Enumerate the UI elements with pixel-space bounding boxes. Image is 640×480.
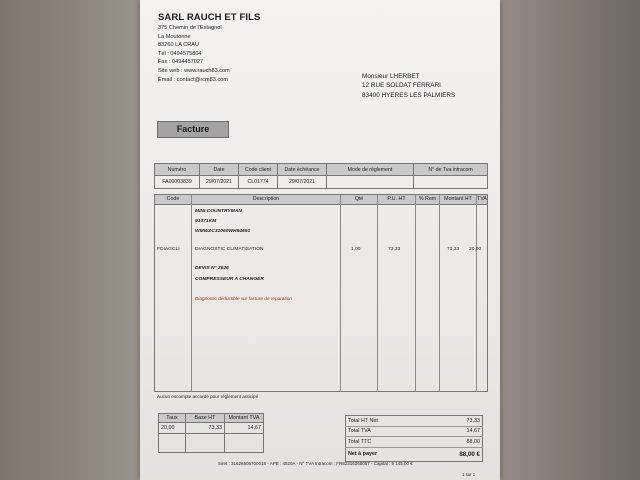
tva-base: 73,33: [186, 423, 225, 434]
client-name: Monsieur LHERBET: [362, 73, 420, 80]
line-unit-price: 73,33: [388, 247, 401, 252]
footer-legal: Siret : 31626505700018 - APE : 4520A - N° TVA Intracom : FR62316265057 - Capital : 9 145,00 €: [218, 461, 413, 466]
items-header-code: Code: [155, 195, 191, 205]
line-description: DIAGNOSTIC CLIMATISATION: [195, 247, 264, 252]
vehicle-mileage: 91371KM: [195, 219, 217, 224]
invoice-date: 29/07/2021: [200, 176, 239, 189]
column-divider: [439, 195, 440, 391]
total-ht-value: 73,33: [425, 416, 483, 427]
header-label: Date: [200, 164, 239, 176]
client-street: 12 RUE SOLDAT FERRARI: [362, 82, 441, 90]
header-label: Numéro: [155, 164, 200, 176]
line-amount: 73,33: [447, 247, 460, 252]
vehicle-vin: WMWZC31060WH94691: [195, 229, 251, 234]
items-header-tva: TVA: [477, 195, 487, 205]
column-divider: [191, 195, 192, 391]
header-label: Mode de règlement: [327, 164, 414, 176]
items-header-discount: % Rem: [416, 195, 439, 205]
items-table: [154, 194, 488, 392]
header-label: N° de Tva intracom: [414, 164, 488, 176]
devis-note: COMPRESSEUR A CHANGER: [195, 277, 264, 282]
due-date: 29/07/2021: [278, 176, 327, 189]
company-address-line: 375 Chemin de l'Estagnol: [158, 25, 222, 31]
company-address-line: 83260 LA CRAU: [158, 42, 200, 49]
column-divider: [377, 195, 378, 391]
company-name: SARL RAUCH ET FILS: [158, 12, 261, 23]
net-a-payer-value: 88,00 €: [459, 450, 480, 458]
totals-table: [345, 415, 483, 462]
header-table: [154, 163, 488, 189]
tva-header: Taux: [159, 414, 186, 423]
tva-header: Montant TVA: [225, 414, 264, 423]
company-address-line: La Moutonne: [158, 33, 191, 40]
vat-number: [414, 176, 488, 189]
invoice-paper: [140, 0, 500, 480]
total-ht-label: Total HT Net: [346, 416, 425, 427]
company-address: [158, 24, 230, 84]
company-phone: Tél : 0494575804: [158, 50, 202, 57]
net-a-payer-label: Net à payer: [348, 451, 378, 457]
vehicle-model: MINI COUNTRYMAN: [195, 209, 242, 214]
tva-amount: 14,67: [225, 423, 264, 434]
tva-empty: [159, 434, 186, 453]
tva-empty: [186, 434, 225, 453]
column-divider: [340, 195, 341, 391]
items-header-unit-price: P.U. HT: [378, 195, 415, 205]
client-address: [362, 72, 455, 100]
column-divider: [415, 195, 416, 391]
page-number: 1 sur 1: [462, 472, 476, 477]
company-website: Site web : www.rauch83.com: [158, 67, 230, 74]
deductible-note: Diagnostic déductible sur facture de reparation: [195, 296, 292, 301]
company-fax: Fax : 0494457027: [158, 59, 204, 66]
company-email: Email : contact@rcm83.com: [158, 76, 229, 83]
tva-empty: [225, 434, 264, 453]
items-header-description: Description: [192, 195, 340, 205]
background-left: [0, 0, 140, 480]
tva-table: [158, 413, 264, 453]
items-header-amount: Montant HT: [440, 195, 476, 205]
items-header-qty: Qté: [341, 195, 377, 205]
background-right: [500, 0, 640, 480]
total-tva-label: Total TVA: [346, 426, 425, 437]
header-label: Code client: [239, 164, 278, 176]
client-city: 83400 HYERES LES PALMIERS: [362, 91, 456, 99]
total-ttc-label: Total TTC: [346, 437, 425, 448]
line-tva: 20,00: [469, 247, 482, 252]
client-code: CL01774: [239, 176, 278, 189]
escompte-note: Aucun escompte accordé pour règlement anticipé: [157, 394, 259, 399]
devis-number: DEVIS N° 2626: [195, 266, 229, 271]
tva-rate: 20,00: [159, 423, 186, 434]
line-qty: 1,00: [351, 247, 361, 252]
tva-header: Base HT: [186, 414, 225, 423]
document-title: Facture: [157, 121, 229, 138]
total-ttc-value: 88,00: [425, 437, 483, 448]
total-tva-value: 14,67: [425, 426, 483, 437]
line-code: FDIAGCLI: [157, 247, 180, 252]
column-divider: [476, 195, 477, 391]
payment-mode: [327, 176, 414, 189]
header-label: Date échéance: [278, 164, 327, 176]
invoice-number: FA00003839: [155, 176, 200, 189]
